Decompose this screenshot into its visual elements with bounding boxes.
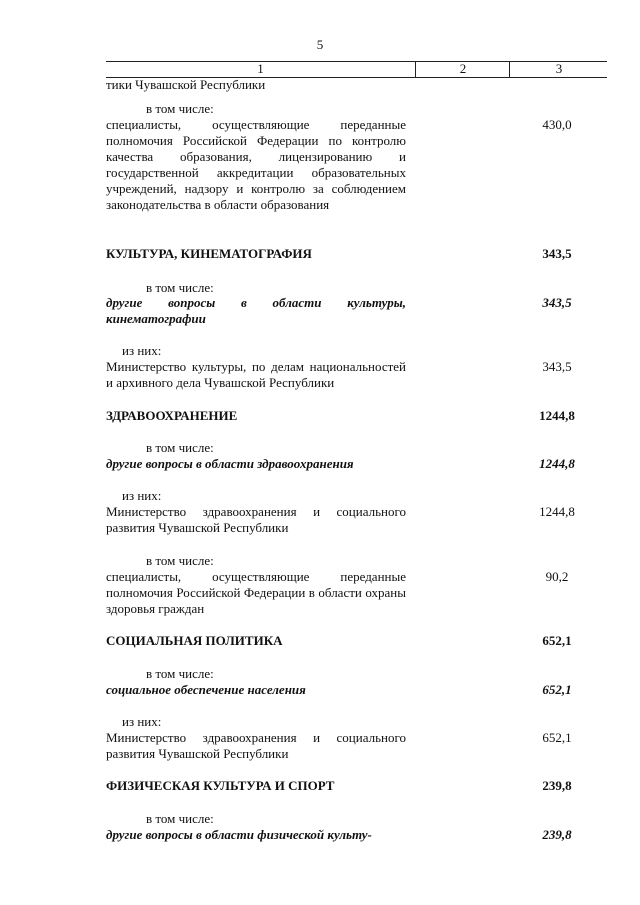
section-value: 239,8 [542,778,572,793]
section-heading: ЗДРАВООХРАНЕНИЕ [106,408,238,423]
row-note: в том числе: [146,666,214,681]
row-note: в том числе: [146,440,214,455]
row-text: специалисты, осуществляющие переданные полномочия Российской Федерации в области охраны здоровья граждан [106,569,406,616]
row-value: 1244,8 [539,504,575,519]
row-value: 430,0 [542,117,572,132]
section-value: 343,5 [542,246,572,261]
subsection-heading: другие вопросы в области культуры, кинематографии [106,295,406,326]
subsection-heading: социальное обеспечение населения [106,682,306,697]
row-note: в том числе: [146,101,214,116]
row-note: в том числе: [146,811,214,826]
row-value: 343,5 [542,359,572,374]
column-header-3: 3 [509,62,608,77]
subsection-heading: другие вопросы в области здравоохранения [106,456,354,471]
row-note: в том числе: [146,280,214,295]
section-value: 652,1 [542,633,572,648]
page-number: 5 [316,37,324,52]
row-note: из них: [122,343,162,358]
row-value: 90,2 [545,569,569,584]
subsection-value: 239,8 [542,827,572,842]
row-text: Министерство здравоохранения и социального развития Чувашской Республики [106,730,406,761]
row-text: специалисты, осуществляющие переданные полномочия Российской Федерации по контролю качества образования, лицензированию и государственной аккредитации образовательных учреждений, надзору и контролю за соблюдением законодательства в области образования [106,117,406,212]
row-note: из них: [122,488,162,503]
subsection-value: 343,5 [542,295,572,310]
subsection-value: 652,1 [542,682,572,697]
row-text: Министерство культуры, по делам национальностей и архивного дела Чувашской Республики [106,359,406,390]
table-header [106,61,607,78]
row-note: в том числе: [146,553,214,568]
subsection-heading: другие вопросы в области физической культу- [106,827,372,842]
section-heading: СОЦИАЛЬНАЯ ПОЛИТИКА [106,633,283,648]
column-header-2: 2 [415,62,510,77]
section-heading: КУЛЬТУРА, КИНЕМАТОГРАФИЯ [106,246,312,261]
section-heading: ФИЗИЧЕСКАЯ КУЛЬТУРА И СПОРТ [106,778,335,793]
row-value: 652,1 [542,730,572,745]
column-header-1: 1 [257,61,264,76]
section-value: 1244,8 [539,408,575,423]
subsection-value: 1244,8 [539,456,575,471]
row-note: из них: [122,714,162,729]
row-text: тики Чувашской Республики [106,77,266,92]
row-text: Министерство здравоохранения и социального развития Чувашской Республики [106,504,406,535]
